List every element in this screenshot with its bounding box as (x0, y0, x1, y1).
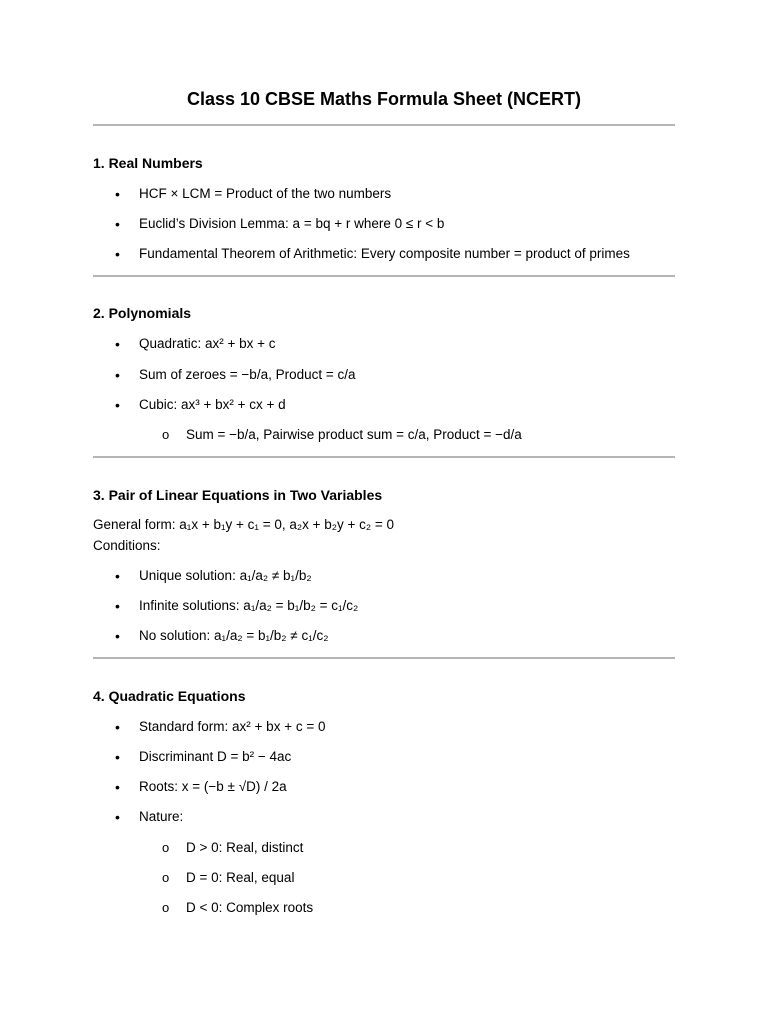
bullet-marker: • (115, 749, 120, 765)
list-item: No solution: a₁/a₂ = b₁/b₂ ≠ c₁/c₂ (139, 628, 329, 643)
bullet-marker: • (115, 809, 120, 825)
list-item: Euclid’s Division Lemma: a = bq + r where 0 ≤ r < b (139, 216, 445, 231)
bullet-marker: • (115, 246, 120, 262)
sub-bullet-marker: o (162, 900, 170, 915)
list-item: Standard form: ax² + bx + c = 0 (139, 719, 326, 734)
list-item: Discriminant D = b² − 4ac (139, 749, 292, 764)
sub-bullet-marker: o (162, 840, 170, 855)
bullet-marker: • (115, 568, 120, 584)
bullet-marker: • (115, 216, 120, 232)
conditions-label: Conditions: (93, 538, 161, 553)
list-item: Roots: x = (−b ± √D) / 2a (139, 779, 287, 794)
bullet-marker: • (115, 628, 120, 644)
page-title: Class 10 CBSE Maths Formula Sheet (NCERT) (186, 89, 582, 109)
section-heading-polynomials: 2. Polynomials (93, 305, 192, 321)
sub-list-item: Sum = −b/a, Pairwise product sum = c/a, Product = −d/a (186, 427, 522, 442)
list-item: Sum of zeroes = −b/a, Product = c/a (139, 367, 356, 382)
bullet-marker: • (115, 186, 120, 202)
list-item: Infinite solutions: a₁/a₂ = b₁/b₂ = c₁/c₂ (139, 598, 359, 613)
bullet-marker: • (115, 367, 120, 383)
sub-bullet-marker: o (162, 870, 170, 885)
list-item: Fundamental Theorem of Arithmetic: Every composite number = product of primes (139, 246, 630, 261)
sub-list-item: D > 0: Real, distinct (186, 840, 304, 855)
section-divider (93, 657, 675, 659)
section-divider (93, 275, 675, 277)
list-item: Unique solution: a₁/a₂ ≠ b₁/b₂ (139, 568, 312, 583)
bullet-marker: • (115, 397, 120, 413)
bullet-marker: • (115, 598, 120, 614)
bullet-marker: • (115, 719, 120, 735)
bullet-marker: • (115, 336, 120, 352)
sub-bullet-marker: o (162, 427, 170, 442)
section-heading-quadratic-equations: 4. Quadratic Equations (93, 688, 246, 704)
section-divider (93, 456, 675, 458)
title-divider (93, 124, 675, 126)
list-item: HCF × LCM = Product of the two numbers (139, 186, 392, 201)
section-heading-real-numbers: 1. Real Numbers (93, 155, 203, 171)
list-item: Nature: (139, 809, 184, 824)
list-item: Quadratic: ax² + bx + c (139, 336, 276, 351)
sub-list-item: D < 0: Complex roots (186, 900, 314, 915)
sub-list-item: D = 0: Real, equal (186, 870, 295, 885)
bullet-marker: • (115, 779, 120, 795)
general-form-text: General form: a₁x + b₁y + c₁ = 0, a₂x + b₂y + c₂ = 0 (93, 517, 395, 532)
section-heading-linear-equations: 3. Pair of Linear Equations in Two Variables (93, 487, 383, 503)
list-item: Cubic: ax³ + bx² + cx + d (139, 397, 286, 412)
